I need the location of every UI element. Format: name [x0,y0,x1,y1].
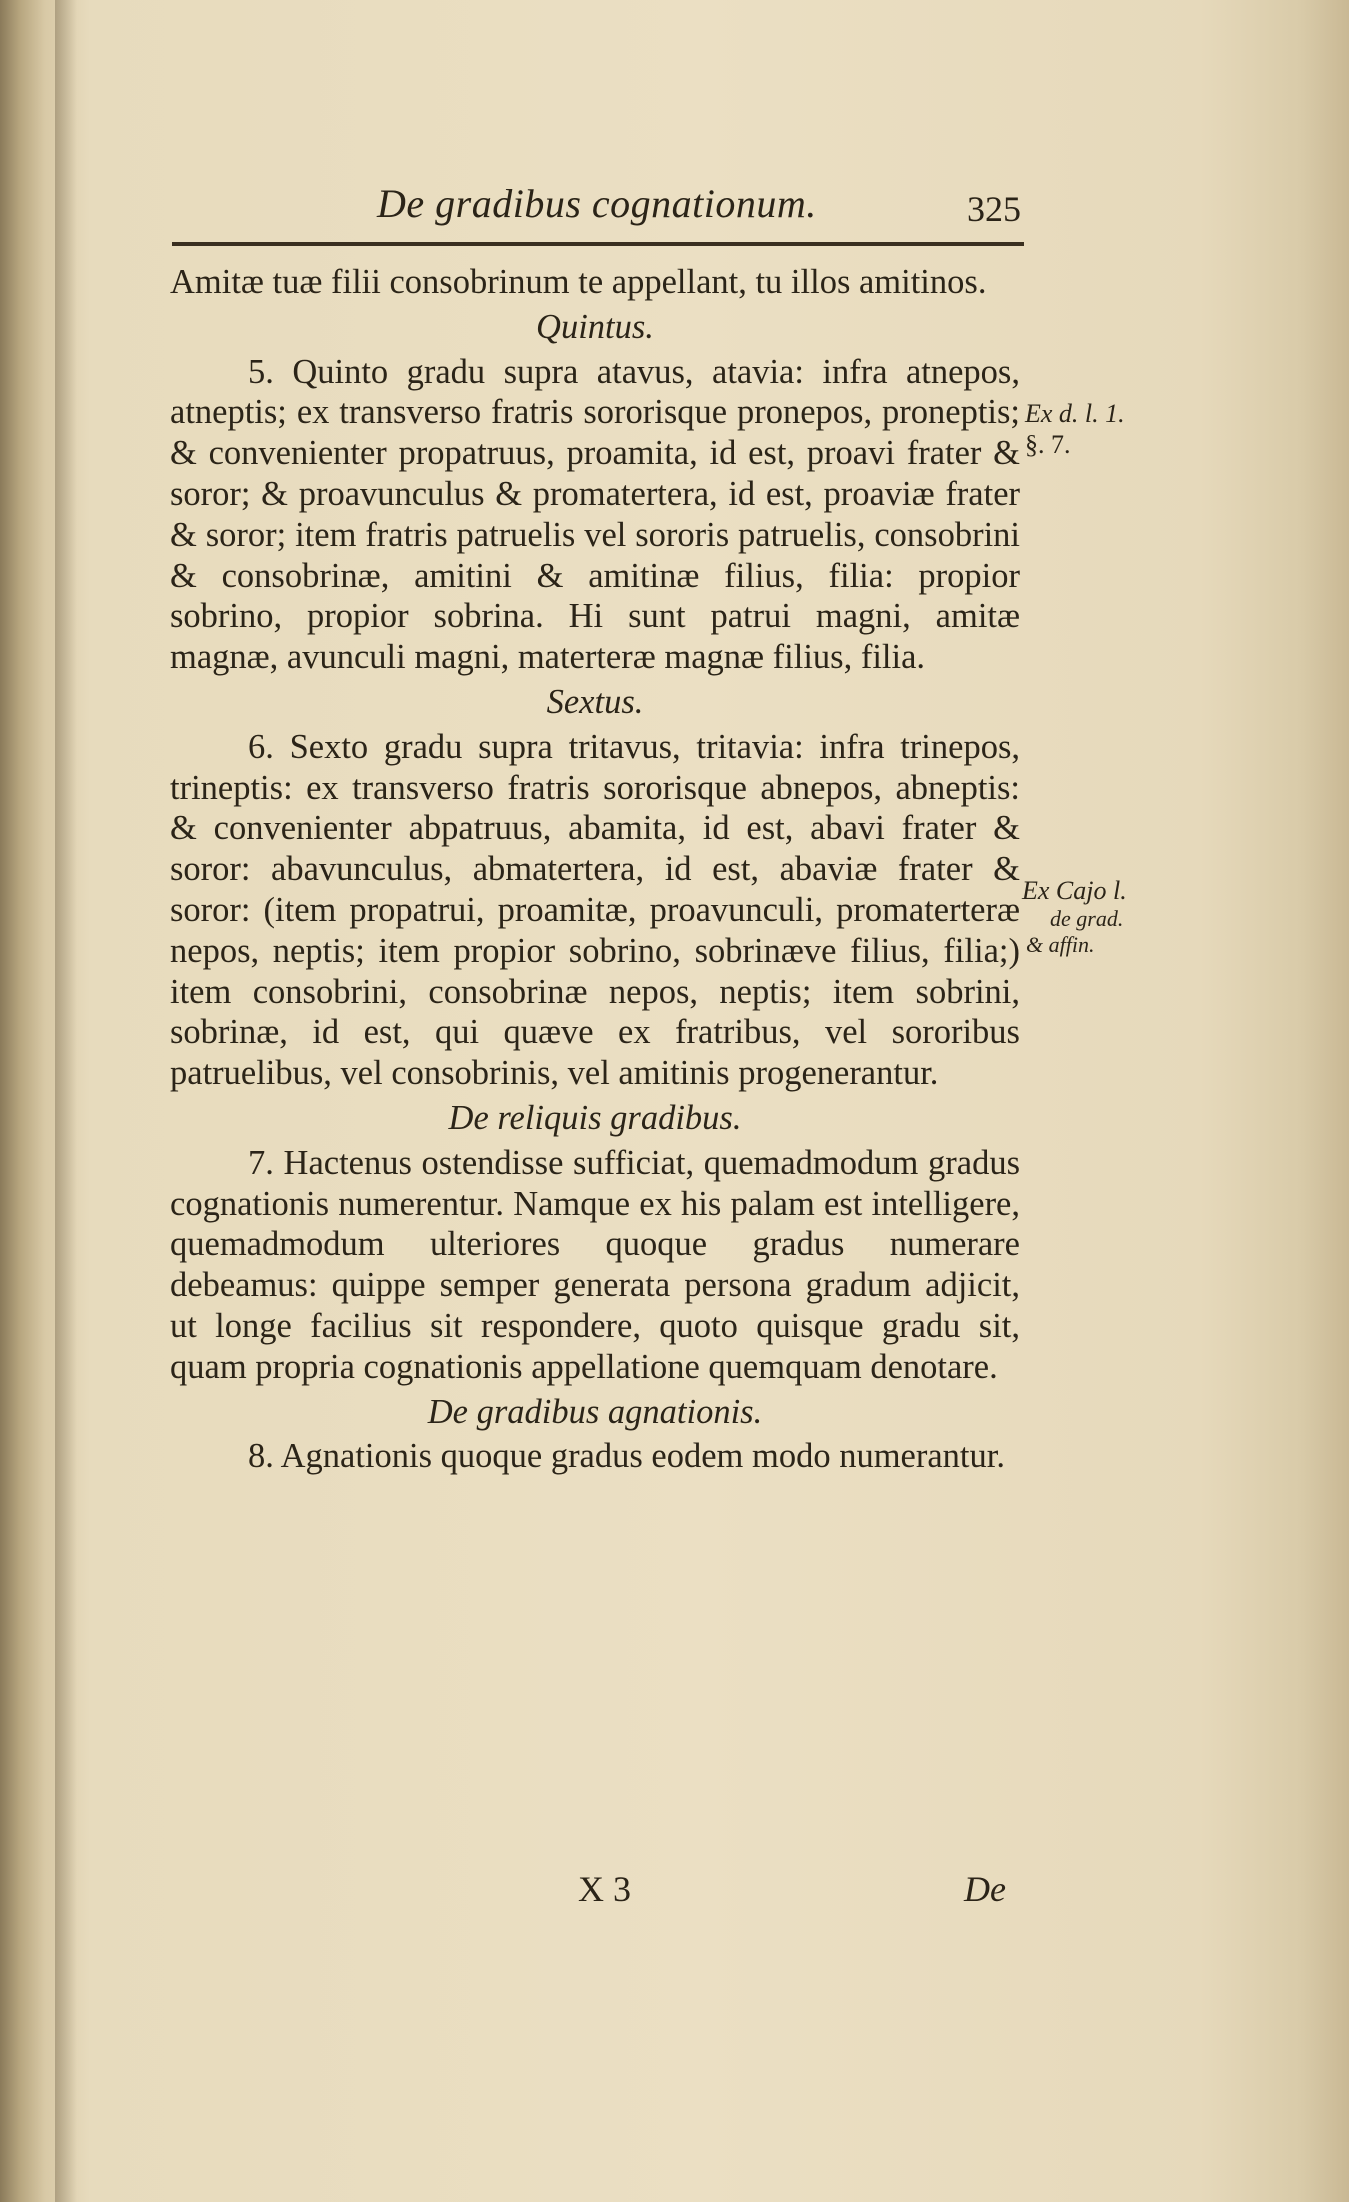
margin-note-line: Ex Cajo l. [1022,876,1127,905]
heading-sextus: Sextus. [546,682,644,721]
margin-note-line: de grad. [1050,906,1124,931]
heading-quintus: Quintus. [536,307,654,346]
margin-note-line: & affin. [1026,932,1095,957]
margin-note-line: Ex d. l. 1. [1025,399,1125,428]
running-title: De gradibus cognationum. [377,181,817,226]
header-rule [172,242,1024,246]
margin-note-line: §. 7. [1025,430,1071,459]
main-text [170,262,1020,1477]
catchword: De [964,1869,1006,1909]
paragraph-8: 8. Agnationis quoque gradus eodem modo numerantur. [248,1437,1005,1476]
margin-note-ex-cajo [1022,875,1127,958]
signature-mark: X 3 [578,1869,631,1909]
binding-shadow [55,0,77,2202]
heading-de-gradibus-agnationis: De gradibus agnationis. [427,1392,763,1431]
paragraph-5: 5. Quinto gradu supra atavus, atavia: infra atnepos, atneptis; ex transverso fratris sororisque pronepos, proneptis; & convenienter propatruus, proamita, id est, proavi frater & soror; & proavunculus & promatertera, id est, proaviæ frater & soror; item fratris patruelis vel sororis patruelis, consobrini & consobrinæ, amitini & amitinæ filius, filia: propior sobrino, propior sobrina. Hi sunt patrui magni, amitæ magnæ, avunculi magni, materteræ magnæ filius, filia. [170,352,1020,677]
paragraph-7: 7. Hactenus ostendisse sufficiat, quemadmodum gradus cognationis numerentur. Namque ex his palam est intelligere, quemadmodum ulteriores quoque gradus numerare debeamus: quippe semper generata persona gradum adjicit, ut longe facilius sit respondere, quoto quisque gradu sit, quam propria cognationis appellatione quemquam denotare. [170,1143,1020,1386]
margin-note-ex-d-l [1025,398,1125,460]
paragraph-6: 6. Sexto gradu supra tritavus, tritavia: infra trinepos, trineptis: ex transverso fratris sororisque abnepos, abneptis: & convenienter abpatruus, abamita, id est, abavi frater & soror: abavunculus, abmatertera, id est, abaviæ frater & soror: (item propatrui, proamitæ, proavunculi, promaterteræ nepos, neptis; item propior sobrino, sobrinæve filius, filia;) item consobrini, consobrinæ nepos, neptis; item sobrini, sobrinæ, id est, qui quæve ex fratribus, vel sororibus patruelibus, vel consobrinis, vel amitinis progenerantur. [170,727,1020,1093]
paragraph-amitini: Amitæ tuæ filii consobrinum te appellant, tu illos amitinos. [170,263,987,301]
heading-de-reliquis-gradibus: De reliquis gradibus. [448,1098,742,1137]
page-number: 325 [967,189,1021,229]
page-header [172,180,1032,250]
